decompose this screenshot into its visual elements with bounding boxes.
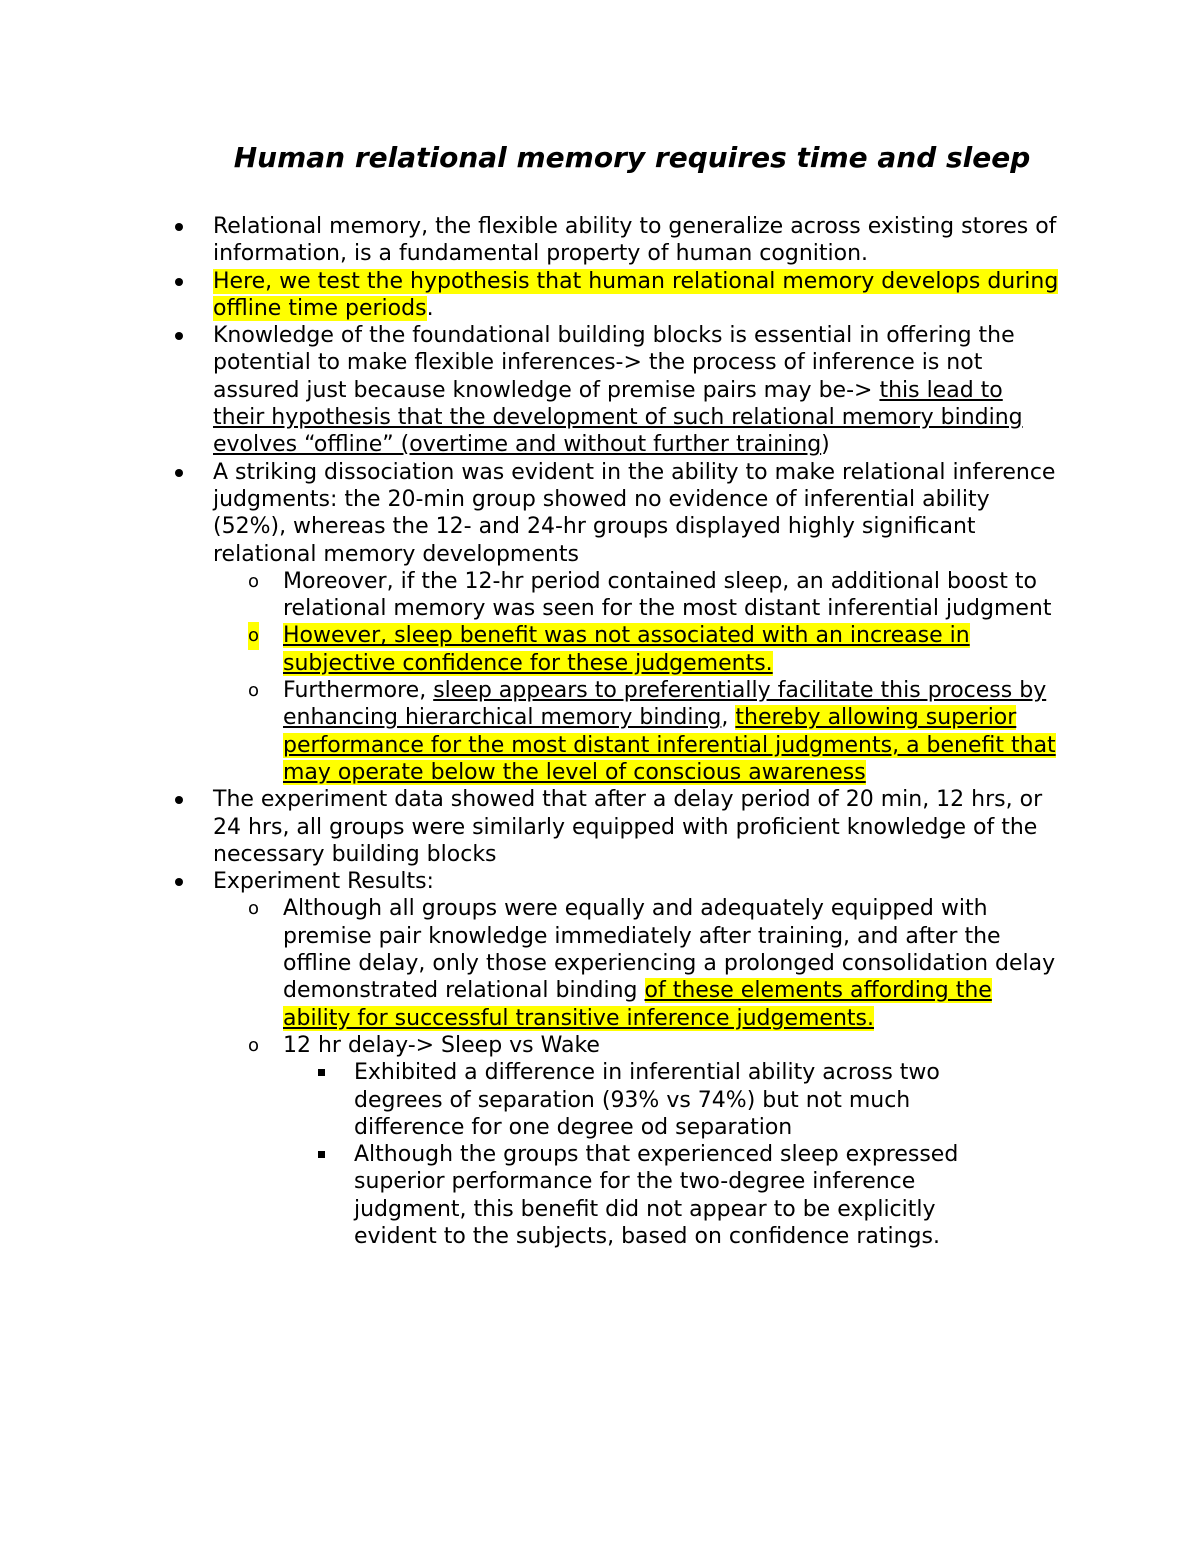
underlined-text: sleep appears to preferentially facilitate this process by enhancing hierarchical memory binding (283, 678, 1047, 731)
list-item-text: Knowledge of the foundational building blocks is essential in offering the potential to make flexible inferences-> the process of inference is not assured just because knowledge of premise pairs may be-> (213, 323, 1015, 403)
document-title: Human relational memory requires time and sleep (233, 141, 1031, 174)
bullet-circle-icon: o (248, 898, 260, 920)
list-item-text: A striking dissociation was evident in the ability to make relational inference judgments: the 20-min group showed no evidence of inferential ability (52%), whereas the 12- and 24-hr groups displayed highly significant relational memory developments (213, 459, 1056, 567)
list-item-text: ) (821, 432, 830, 458)
list-item-text: Although all groups were equally and adequately equipped with premise pair knowledge immediately after training, and after the offline delay, only those experiencing a prolonged consolidation delay demonstrated relational binding (283, 896, 1056, 1004)
underlined-text: this lead to their hypothesis that the development of such relational memory binding evolves “offline” (overtime and without further training (213, 377, 1023, 458)
highlighted-underlined-text: However, sleep benefit was not associated with an increase in subjective confidence for these judgements. (283, 623, 970, 676)
bullet-circle-icon: o (248, 622, 259, 649)
sub-list-item (0, 677, 1063, 786)
sub-list-item (0, 895, 1063, 1031)
sub-list-item (0, 1032, 1063, 1059)
list-item (0, 868, 1060, 895)
list-item (0, 786, 1060, 868)
bullet-circle-icon: o (248, 680, 260, 702)
list-item-text: Exhibited a difference in inferential ability across two degrees of separation (93% vs 74%) but not much difference for one degree od separation (354, 1060, 940, 1140)
list-item-text: 12 hr delay-> Sleep vs Wake (283, 1032, 600, 1058)
list-item (0, 459, 1060, 568)
sub-sub-list-item (0, 1059, 1004, 1141)
list-item (0, 268, 1060, 323)
bullet-list (0, 213, 1200, 1250)
bullet-circle-icon: o (248, 570, 260, 592)
document-body (0, 213, 1200, 1250)
list-item-text: Furthermore, (283, 678, 434, 704)
sub-list-item (0, 622, 1063, 677)
highlighted-underlined-text: thereby allowing superior performance for the most distant inferential judgments, a benefit that may operate below the level of conscious awareness (283, 705, 1056, 785)
list-item (0, 213, 1060, 268)
list-item (0, 322, 1060, 458)
list-item-text: . (426, 295, 434, 321)
list-item-text: , (721, 705, 736, 731)
list-item-text: Relational memory, the flexible ability to generalize across existing stores of information, is a fundamental property of human cognition. (213, 214, 1057, 267)
sub-list-item (0, 568, 1063, 623)
bullet-circle-icon: o (248, 1034, 260, 1056)
list-item-text: Experiment Results: (213, 869, 434, 895)
list-item-text: The experiment data showed that after a delay period of 20 min, 12 hrs, or 24 hrs, all groups were similarly equipped with proficient knowledge of the necessary building blocks (213, 787, 1043, 867)
sub-sub-list-item (0, 1141, 1004, 1250)
highlighted-underlined-text: of these elements affording the ability for successful transitive inference judgements. (283, 978, 992, 1031)
list-item-text: Although the groups that experienced sleep expressed superior performance for the two-degree inference judgment, this benefit did not appear to be explicitly evident to the subjects, based on confidence ratings. (354, 1142, 959, 1249)
list-item-text: Moreover, if the 12-hr period contained sleep, an additional boost to relational memory was seen for the most distant inferential judgment (283, 568, 1052, 622)
highlighted-text: Here, we test the hypothesis that human relational memory develops during offline time periods (213, 268, 1059, 321)
